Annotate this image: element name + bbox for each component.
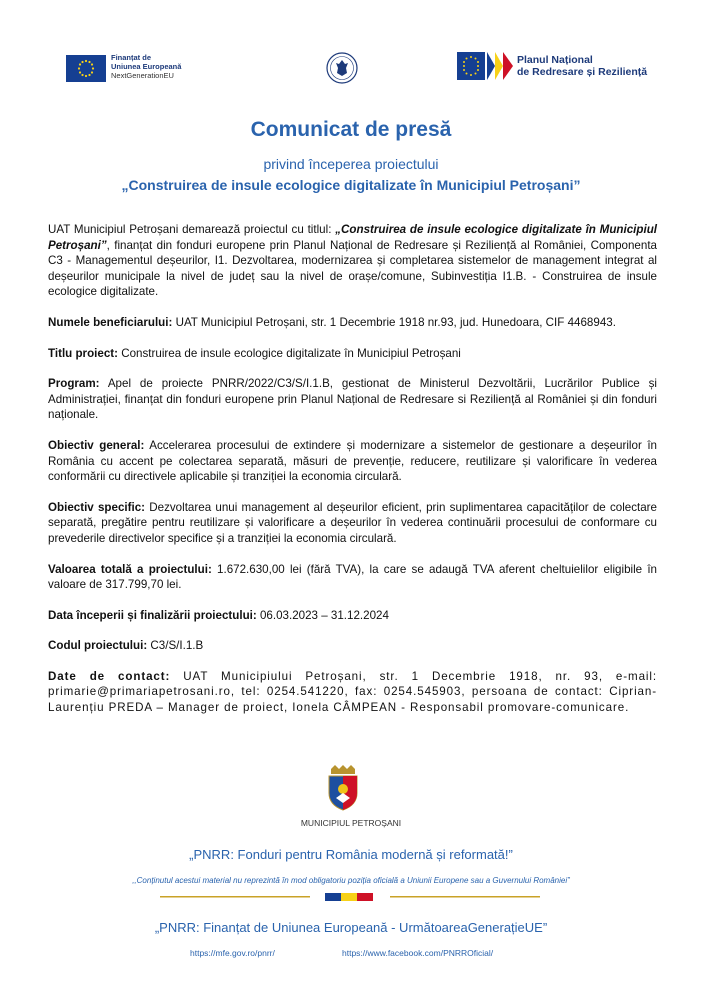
total-value-paragraph (48, 562, 657, 593)
slogan-next-generation: „PNRR: Finanțat de Uniunea Europeană - UrmătoareaGenerațieUE” (154, 920, 548, 935)
program-label: Program: (48, 377, 100, 391)
mfe-pnrr-link[interactable]: https://mfe.gov.ro/pnrr/ (190, 948, 275, 958)
contact-paragraph (48, 669, 657, 716)
intro-project-title: „Construirea de insule ecologice digitalizate în Municipiul Petroșani” (48, 223, 658, 252)
pnrr-label (517, 54, 647, 78)
pnrr-logo-icon (457, 50, 515, 82)
general-objective-paragraph (48, 438, 657, 485)
project-code-label: Codul proiectului: (48, 639, 148, 653)
total-value-value: 1.672.630,00 lei (fără TVA), la care se adaugă TVA aferent cheltuielilor eligibile în valoare de 317.799,70 lei. (48, 562, 658, 592)
project-quote: „Construirea de insule ecologice digitalizate în Municipiul Petroșani” (121, 177, 581, 193)
facebook-pnrr-link[interactable]: https://www.facebook.com/PNRROficial/ (342, 948, 494, 958)
dates-paragraph (48, 608, 657, 624)
program-paragraph (48, 376, 657, 423)
program-value: Apel de proiecte PNRR/2022/C3/S/I.1.B, gestionat de Ministerul Dezvoltării, Lucrărilor Publice și Administrației, finanțat din fonduri europene prin Planul Național de Redresare si Reziliență al României și din fonduri naționale. (48, 377, 657, 422)
page-subtitle: privind începerea proiectului (263, 156, 439, 172)
general-objective-value: Accelerarea procesului de extindere și modernizare a sistemelor de gestionare a deșeurilor în România cu accent pe colectarea separată, măsuri de prevenție, reducere, reutilizare și valorificare în vederea conformării cu directivele aplicabile și tranziției la economia circulară. (48, 438, 657, 484)
eu-flag-icon (66, 55, 106, 82)
pnrr-line1: Planul Național (517, 54, 593, 66)
eu-disclaimer: ,,Conținutul acestui material nu reprezintă în mod obligatoriu poziția oficială a Uniunii Europene sau a Guvernului României” (132, 876, 570, 885)
eu-line2: Uniunea Europeană (111, 62, 182, 71)
intro-rest: , finanțat din fonduri europene prin Planul Național de Redresare și Reziliență al României, Componenta C3 - Managementul deșeurilor, I1. Dezvoltarea, modernizarea și completarea sistemelor de management integrat al deșeurilor municipale la nivel de județ sau la nivel de orașe/comune, Subinvestiția I1.B. - Construirea de insule ecologice digitalizate. (48, 238, 657, 299)
pnrr-line2: de Redresare și Reziliență (517, 66, 648, 78)
page-title: Comunicat de presă (250, 118, 452, 141)
total-value-label: Valoarea totală a proiectului: (48, 562, 212, 576)
eu-funding-label (111, 53, 181, 80)
press-release-body (48, 222, 657, 731)
dates-label: Data începerii și finalizării proiectului: (48, 608, 257, 622)
intro-paragraph (48, 222, 657, 300)
project-title-label: Titlu proiect: (48, 346, 118, 360)
contact-value: UAT Municipiului Petroșani, str. 1 Decembrie 1918, nr. 93, e-mail: primarie@primariapetrosani.ro, tel: 0254.541220, fax: 0254.545903, persoana de contact: Ciprian-Laurențiu PREDA – Manager de proiect, Ionela CÂMPEAN - Responsabil promovare-comunicare. (48, 669, 657, 715)
flag-divider (160, 893, 540, 901)
crest-label: MUNICIPIUL PETROȘANI (300, 818, 402, 828)
project-title-value: Construirea de insule ecologice digitalizate în Municipiul Petroșani (118, 346, 461, 360)
specific-objective-paragraph (48, 500, 657, 547)
slogan-modern-romania: „PNRR: Fonduri pentru România modernă și reformată!” (189, 847, 513, 862)
eu-line3: NextGenerationEU (111, 71, 174, 80)
beneficiary-paragraph (48, 315, 657, 331)
intro-lead: UAT Municipiul Petroșani demarează proiectul cu titlul: (48, 223, 336, 236)
project-title-paragraph (48, 346, 657, 362)
dates-value: 06.03.2023 – 31.12.2024 (256, 608, 389, 622)
project-code-paragraph (48, 638, 657, 654)
eu-line1: Finanțat de (111, 53, 152, 62)
beneficiary-label: Numele beneficiarului: (48, 315, 173, 329)
beneficiary-value: UAT Municipiul Petroșani, str. 1 Decembrie 1918 nr.93, jud. Hunedoara, CIF 4468943. (172, 315, 616, 329)
specific-objective-value: Dezvoltarea unui management al deșeurilor eficient, prin suplimentarea capacităților de colectare separată, pregătire pentru reutilizare și valorificare a deșeurilor în vederea continuării procesului de conformare cu prevederile directivelor specifice și a tranziției la economia circulară. (48, 500, 657, 545)
contact-label: Date de contact: (48, 669, 171, 683)
petrosani-crest-icon (326, 765, 360, 811)
government-seal-icon (326, 52, 358, 84)
general-objective-label: Obiectiv general: (48, 438, 145, 452)
specific-objective-label: Obiectiv specific: (48, 500, 146, 514)
project-code-value: C3/S/I.1.B (147, 639, 204, 653)
